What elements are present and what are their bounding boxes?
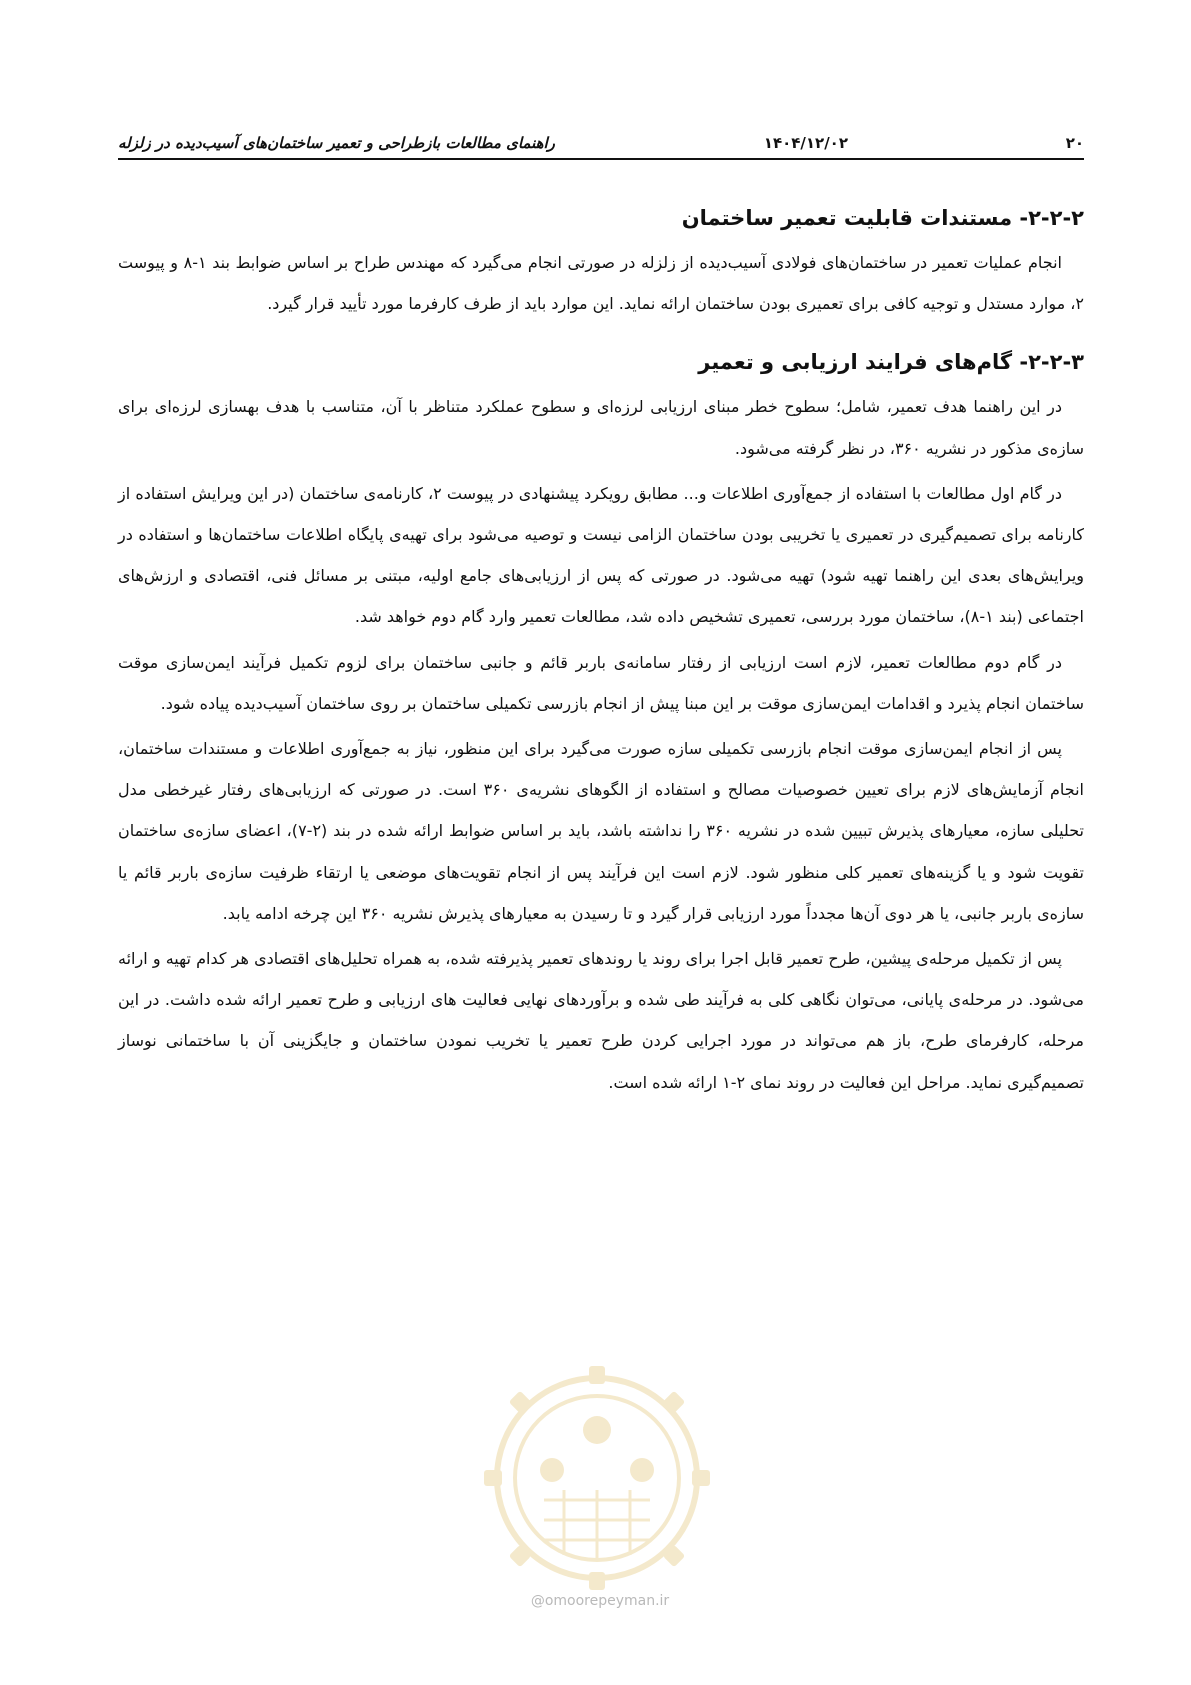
gear-logo-icon xyxy=(474,1360,720,1610)
page-number: ۲۰ xyxy=(1065,134,1084,152)
watermark-text: @omoorepeyman.ir xyxy=(530,1593,670,1609)
page-header xyxy=(118,128,1084,160)
section-repairability-docs xyxy=(118,200,1084,324)
paragraph: پس از انجام ایمن‌سازی موقت انجام بازرسی تکمیلی سازه صورت می‌گیرد برای این منظور، نیاز به جمع‌آوری اطلاعات و مستندات ساختمان، انجام آزمایش‌های لازم برای تعیین خصوصیات مصالح و استفاده از الگوهای نشریه‌ی ۳۶۰ است. در صورتی که ارزیابی‌های رفتار غیرخطی مدل تحلیلی سازه، معیارهای پذیرش تبیین شده در نشریه ۳۶۰ را نداشته باشد، باید بر اساس ضوابط ارائه شده در بند (۲-۷)، اعضای سازه‌ی ساختمان تقویت شود و یا گزینه‌های تعمیر کلی منظور شود. لازم است این فرآیند پس از انجام تقویت‌های موضعی یا ارتقاء ظرفیت سازه‌ی باربر قائم یا سازه‌ی باربر جانبی، یا هر دوی آن‌ها مجدداً مورد ارزیابی قرار گیرد و تا رسیدن به معیارهای پذیرش نشریه ۳۶۰ این چرخه ادامه یابد. xyxy=(118,739,1085,923)
document-body xyxy=(118,200,1084,1107)
paragraph: انجام عملیات تعمیر در ساختمان‌های فولادی آسیب‌دیده از زلزله در صورتی انجام می‌گیرد که مهندس طراح بر اساس ضوابط بند ۱-۸ و پیوست ۲، موارد مستدل و توجیه کافی برای تعمیری بودن ساختمان ارائه نماید. این موارد باید از طرف کارفرما مورد تأیید قرار گیرد. xyxy=(118,253,1084,314)
paragraph: در گام دوم مطالعات تعمیر، لازم است ارزیابی از رفتار سامانه‌ی باربر قائم و جانبی ساختمان برای لزوم تکمیل فرآیند ایمن‌سازی موقت ساختمان انجام پذیرد و اقدامات ایمن‌سازی موقت بر این مبنا پیش از انجام بازرسی تکمیلی ساختمان بر روی ساختمان آسیب‌دیده پیاده شود. xyxy=(118,652,1084,713)
document-date: ۱۴۰۴/۱۲/۰۲ xyxy=(763,134,848,152)
section-assessment-steps xyxy=(118,344,1084,1102)
header-rule xyxy=(118,158,1084,160)
section-heading: ۲-۲-۲- مستندات قابلیت تعمیر ساختمان xyxy=(681,206,1084,230)
section-heading: ۲-۲-۳- گام‌های فرایند ارزیابی و تعمیر xyxy=(698,350,1084,375)
document-title: راهنمای مطالعات بازطراحی و تعمیر ساختمان‌های آسیب‌دیده در زلزله xyxy=(118,134,555,152)
paragraph: پس از تکمیل مرحله‌ی پیشین، طرح تعمیر قابل اجرا برای روند یا روندهای تعمیر پذیرفته شده، به همراه تحلیل‌های اقتصادی هر کدام تهیه و ارائه می‌شود. در مرحله‌ی پایانی، می‌توان نگاهی کلی به فرآیند طی شده و برآوردهای نهایی فعالیت های ارزیابی و طرح تعمیر ارائه شده داشت. در این مرحله، کارفرمای طرح، باز هم می‌تواند در مورد اجرایی کردن طرح تعمیر یا تخریب نمودن ساختمان و جایگزینی آن با ساختمانی نوساز تصمیم‌گیری نماید. مراحل این فعالیت در روند نمای ۲-۱ ارائه شده است. xyxy=(118,949,1084,1092)
paragraph: در این راهنما هدف تعمیر، شامل؛ سطوح خطر مبنای ارزیابی لرزه‌ای و سطوح عملکرد متناظر با آن، متناسب با هدف بهسازی لرزه‌ای برای سازه‌ی مذکور در نشریه ۳۶۰، در نظر گرفته می‌شود. xyxy=(118,397,1084,458)
paragraph: در گام اول مطالعات با استفاده از جمع‌آوری اطلاعات و... مطابق رویکرد پیشنهادی در پیوست ۲، کارنامه‌ی ساختمان (در این ویرایش استفاده از کارنامه برای تصمیم‌گیری در تعمیری یا تخریبی بودن ساختمان الزامی نیست و توصیه می‌شود برای تهیه‌ی پایگاه اطلاعات ساختمان‌ها و استفاده در ویرایش‌های بعدی این راهنما تهیه شود) تهیه می‌شود. در صورتی که پس از ارزیابی‌های جامع اولیه، مبتنی بر مسائل فنی، اقتصادی و ارزش‌های اجتماعی (بند ۱-۸)، ساختمان مورد بررسی، تعمیری تشخیص داده شد، مطالعات تعمیر وارد گام دوم خواهد شد. xyxy=(118,483,1084,627)
